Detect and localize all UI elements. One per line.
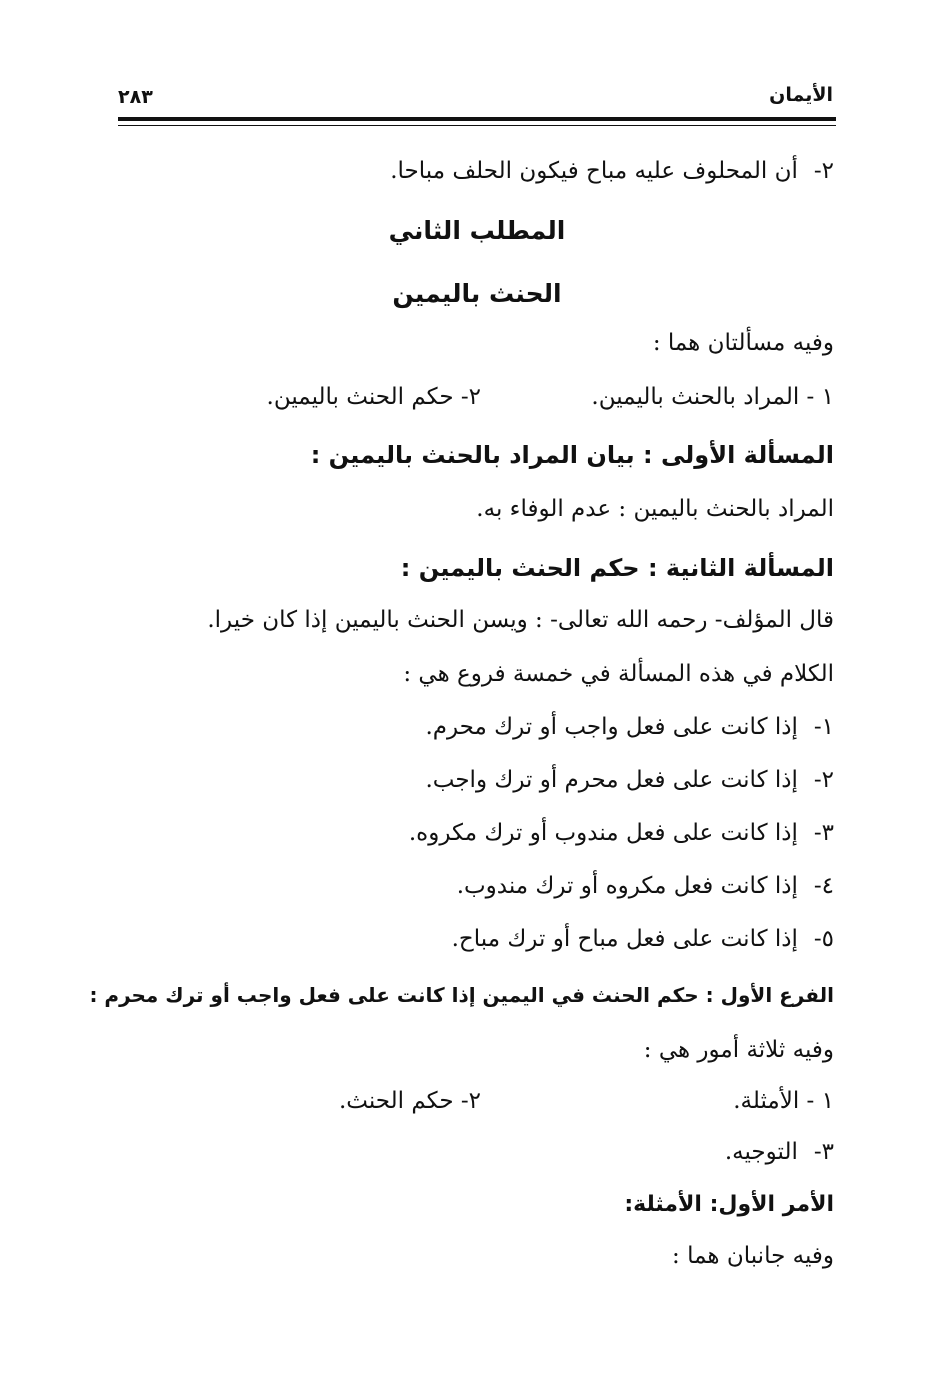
branch-item-5 <box>452 926 834 954</box>
intro-line: وفيه مسألتان هما : <box>652 330 834 356</box>
list-number: ٣- <box>813 1139 834 1165</box>
page-number: ٢٨٣ <box>118 86 153 108</box>
list-number: ٣- <box>813 820 834 846</box>
intro-line: وفيه جانبان هما : <box>672 1243 834 1269</box>
question-1-body: المراد بالحنث باليمين : عدم الوفاء به. <box>476 496 834 522</box>
section-subheading: الحنث باليمين <box>392 279 562 308</box>
question-item-1: ١ - المراد بالحنث باليمين. <box>591 384 834 410</box>
list-item-2 <box>390 158 834 186</box>
branch-item-2 <box>425 767 834 795</box>
branch-item-3 <box>409 820 834 848</box>
matter-item-1: ١ - الأمثلة. <box>733 1088 834 1114</box>
header-rule-thin <box>118 125 836 126</box>
list-text: إذا كانت فعل مكروه أو ترك مندوب. <box>456 873 798 899</box>
question-2-body: قال المؤلف- رحمه الله تعالى- : ويسن الحنث باليمين إذا كان خيرا. <box>207 607 834 633</box>
section-heading: المطلب الثاني <box>388 216 566 245</box>
list-number: ١- <box>813 714 834 740</box>
list-number: ٤- <box>813 873 834 899</box>
running-header-title: الأيمان <box>769 84 833 106</box>
branch-item-4 <box>457 873 834 901</box>
list-text: إذا كانت على فعل مباح أو ترك مباح. <box>451 926 798 952</box>
matter-item-3 <box>725 1139 834 1167</box>
list-text: أن المحلوف عليه مباح فيكون الحلف مباحا. <box>390 158 798 184</box>
branch-1-title: الفرع الأول : حكم الحنث في اليمين إذا كانت على فعل واجب أو ترك محرم : <box>89 983 834 1007</box>
list-text: إذا كانت على فعل مندوب أو ترك مكروه. <box>408 820 798 846</box>
question-1-title: المسألة الأولى : بيان المراد بالحنث باليمين : <box>310 441 834 469</box>
header-rule-thick <box>118 117 836 121</box>
question-2-title: المسألة الثانية : حكم الحنث باليمين : <box>400 554 834 582</box>
list-text: إذا كانت على فعل محرم أو ترك واجب. <box>425 767 798 793</box>
matter-item-2: ٢- حكم الحنث. <box>338 1088 481 1114</box>
list-number: ٢- <box>813 158 834 184</box>
matter-1-title: الأمر الأول: الأمثلة: <box>624 1192 834 1217</box>
intro-line: الكلام في هذه المسألة في خمسة فروع هي : <box>403 661 834 687</box>
branch-item-1 <box>425 714 834 742</box>
list-text: التوجيه. <box>724 1139 798 1165</box>
list-number: ٥- <box>813 926 834 952</box>
question-item-2: ٢- حكم الحنث باليمين. <box>266 384 481 410</box>
list-text: إذا كانت على فعل واجب أو ترك محرم. <box>425 714 798 740</box>
list-number: ٢- <box>813 767 834 793</box>
intro-line: وفيه ثلاثة أمور هي : <box>643 1037 834 1063</box>
